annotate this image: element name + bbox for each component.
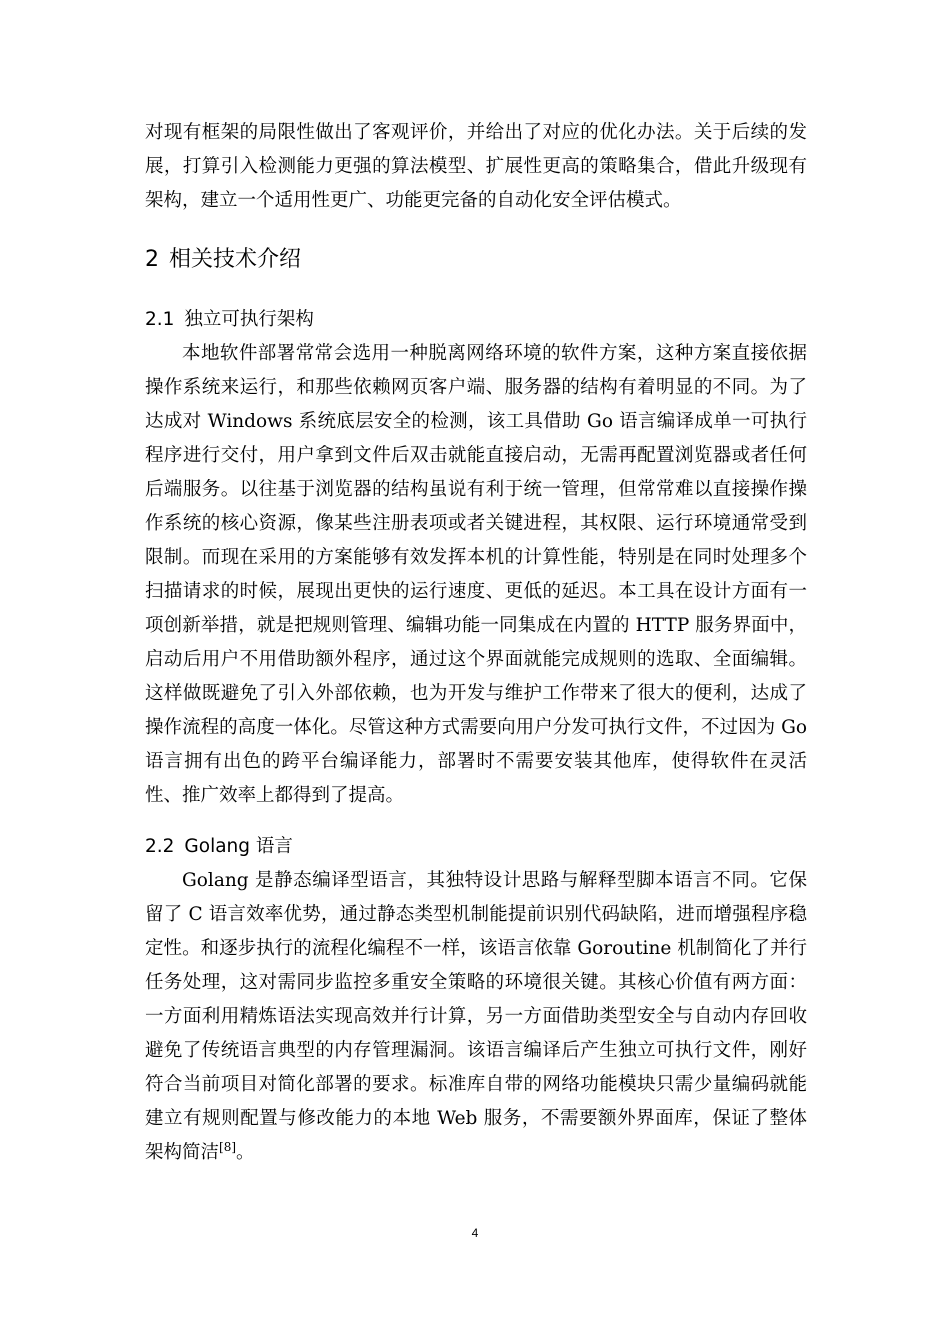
section-2-1-title: 独立可执行架构: [184, 309, 314, 330]
page-body: [145, 116, 807, 1170]
section-2-2-number: 2.2: [145, 836, 175, 857]
section-2-2-title: Golang 语言: [184, 836, 293, 857]
intro-paragraph: 对现有框架的局限性做出了客观评价，并给出了对应的优化办法。关于后续的发展，打算引入检测能力更强的算法模型、扩展性更高的策略集合，借此升级现有架构，建立一个适用性更广、功能更完备的自动化安全评估模式。: [145, 122, 807, 211]
section-2-2-heading: [145, 830, 807, 864]
section-2-heading: [145, 243, 807, 277]
section-2-2-text-end: 。: [236, 1142, 255, 1163]
section-2-2-text: Golang 是静态编译型语言，其独特设计思路与解释型脚本语言不同。它保留了 C 语言效率优势，通过静态类型机制能提前识别代码缺陷，进而增强程序稳定性。和逐步执行的流程化编程不一样，该语言依靠 Goroutine 机制简化了并行任务处理，这对需同步监控多重安全策略的环境很关键。其核心价值有两方面：一方面利用精炼语法实现高效并行计算，另一方面借助类型安全与自动内存回收避免了传统语言典型的内存管理漏洞。该语言编译后产生独立可执行文件，刚好符合当前项目对简化部署的要求。标准库自带的网络功能模块只需少量编码就能建立有规则配置与修改能力的本地 Web 服务，不需要额外界面库，保证了整体架构简洁: [145, 870, 807, 1163]
section-2-number: 2: [145, 247, 159, 272]
section-2-1-paragraph: 本地软件部署常常会选用一种脱离网络环境的软件方案，这种方案直接依据操作系统来运行，和那些依赖网页客户端、服务器的结构有着明显的不同。为了达成对 Windows 系统底层安全的检测，该工具借助 Go 语言编译成单一可执行程序进行交付，用户拿到文件后双击就能直接启动，无需再配置浏览器或者任何后端服务。以往基于浏览器的结构虽说有利于统一管理，但常常难以直接操作操作系统的核心资源，像某些注册表项或者关键进程，其权限、运行环境通常受到限制。而现在采用的方案能够有效发挥本机的计算性能，特别是在同时处理多个扫描请求的时候，展现出更快的运行速度、更低的延迟。本工具在设计方面有一项创新举措，就是把规则管理、编辑功能一同集成在内置的 HTTP 服务界面中，启动后用户不用借助额外程序，通过这个界面就能完成规则的选取、全面编辑。这样做既避免了引入外部依赖，也为开发与维护工作带来了很大的便利，达成了操作流程的高度一体化。尽管这种方式需要向用户分发可执行文件，不过因为 Go 语言拥有出色的跨平台编译能力，部署时不需要安装其他库，使得软件在灵活性、推广效率上都得到了提高。: [145, 343, 807, 806]
citation-reference: [8]: [219, 1139, 237, 1154]
section-2-1-heading: [145, 303, 807, 337]
page-number: 4: [471, 1226, 479, 1240]
section-2-title: 相关技术介绍: [169, 247, 302, 272]
section-2-1-number: 2.1: [145, 309, 175, 330]
section-2-2-paragraph: [145, 864, 807, 1170]
